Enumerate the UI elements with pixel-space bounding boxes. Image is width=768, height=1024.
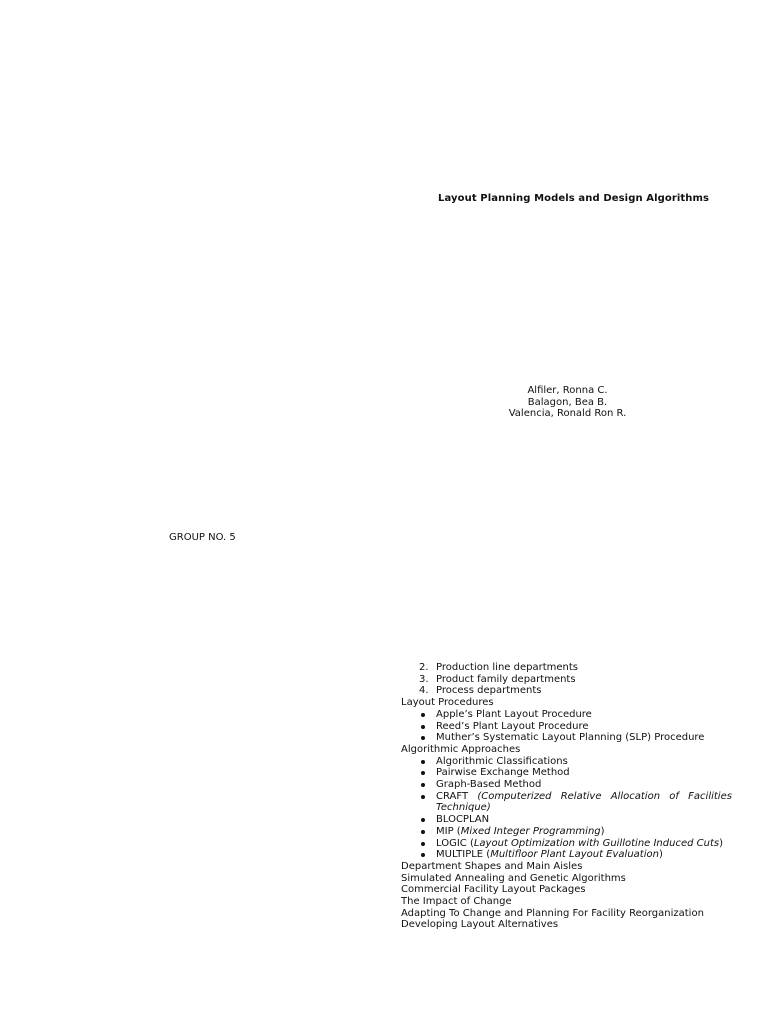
craft-continuation: Technique) xyxy=(436,802,491,814)
topic-line: The Impact of Change xyxy=(401,896,512,908)
bullet-item xyxy=(401,849,732,861)
bullet-icon xyxy=(421,736,425,740)
section-heading: Layout Procedures xyxy=(401,697,494,709)
item-text: BLOCPLAN xyxy=(436,814,490,826)
numbered-item xyxy=(401,662,732,674)
item-text: MIP (Mixed Integer Programming) xyxy=(436,825,605,837)
bullet-icon xyxy=(421,853,425,857)
bullet-icon xyxy=(421,725,425,729)
item-text: Product family departments xyxy=(436,673,576,685)
bullet-item xyxy=(401,838,732,850)
item-text: Production line departments xyxy=(436,662,578,673)
bullet-item xyxy=(401,721,732,733)
topic-line: Simulated Annealing and Genetic Algorithms xyxy=(401,872,626,884)
author-name: Valencia, Ronald Ron R. xyxy=(508,408,627,419)
item-text: Apple’s Plant Layout Procedure xyxy=(436,708,592,720)
bullet-item xyxy=(401,709,732,721)
craft-word: Facilities xyxy=(688,790,732,802)
author-name: Alfiler, Ronna C. xyxy=(527,385,608,396)
item-text: LOGIC (Layout Optimization with Guillotine Induced Cuts) xyxy=(436,837,723,849)
bullet-icon xyxy=(421,795,425,799)
bullet-icon xyxy=(421,783,425,787)
bullet-item xyxy=(401,756,732,768)
topic-line: Developing Layout Alternatives xyxy=(401,919,559,931)
document-title: Layout Planning Models and Design Algorithms xyxy=(438,193,710,204)
craft-word: (Computerized xyxy=(477,790,552,802)
bullet-item xyxy=(401,732,732,744)
craft-word: of xyxy=(669,790,679,802)
bullet-icon xyxy=(421,818,425,822)
bullet-icon xyxy=(421,771,425,775)
topic-line: Adapting To Change and Planning For Facility Reorganization xyxy=(401,907,704,919)
craft-first-line xyxy=(436,791,732,803)
item-number: 2. xyxy=(419,662,429,673)
topic-line: Commercial Facility Layout Packages xyxy=(401,884,586,896)
bullet-icon xyxy=(421,760,425,764)
bullet-icon xyxy=(421,830,425,834)
bullet-icon xyxy=(421,842,425,846)
bullet-item xyxy=(401,814,732,826)
craft-word: CRAFT xyxy=(436,790,469,802)
craft-word: Relative xyxy=(560,790,602,802)
author-name: Balagon, Bea B. xyxy=(527,396,608,408)
numbered-item xyxy=(401,685,732,697)
topic-line: Department Shapes and Main Aisles xyxy=(401,860,583,872)
item-text: Reed’s Plant Layout Procedure xyxy=(436,720,589,732)
author-list xyxy=(490,385,645,420)
item-text: Pairwise Exchange Method xyxy=(436,767,570,779)
item-text: Algorithmic Classifications xyxy=(436,755,568,767)
item-text: Graph-Based Method xyxy=(436,779,542,791)
bullet-item xyxy=(401,826,732,838)
numbered-item xyxy=(401,674,732,686)
bullet-item xyxy=(401,779,732,791)
item-text: MULTIPLE (Multifloor Plant Layout Evaluation) xyxy=(436,849,663,861)
bullet-item xyxy=(401,767,732,779)
topic-outline xyxy=(401,662,732,931)
item-number: 3. xyxy=(419,673,429,685)
item-text: Muther’s Systematic Layout Planning (SLP) Procedure xyxy=(436,732,705,744)
bullet-item-craft xyxy=(401,791,732,814)
group-label: GROUP NO. 5 xyxy=(169,532,236,543)
craft-word: Allocation xyxy=(610,790,661,802)
section-heading: Algorithmic Approaches xyxy=(401,743,521,755)
bullet-icon xyxy=(421,713,425,717)
item-number: 4. xyxy=(419,685,429,697)
item-text: Process departments xyxy=(436,685,542,697)
